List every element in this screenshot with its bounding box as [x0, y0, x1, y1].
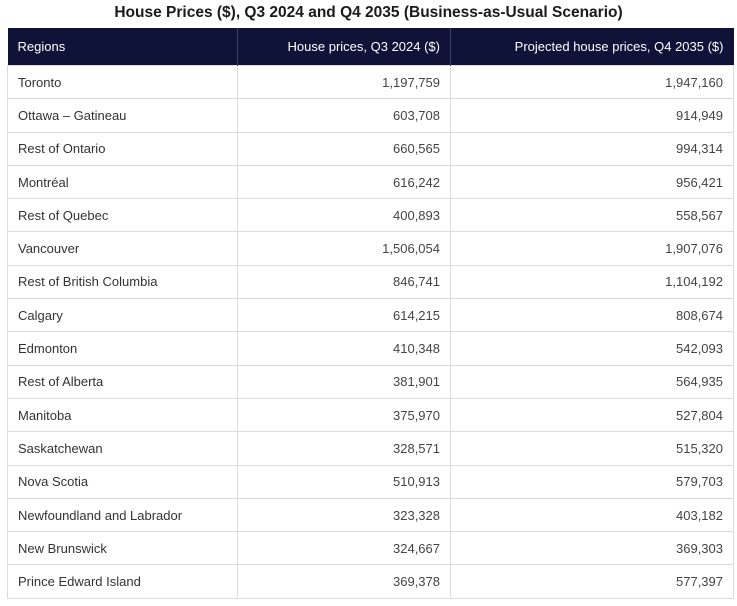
- q3-2024-price-cell: 323,328: [238, 498, 451, 531]
- q4-2035-price-cell: 1,907,076: [451, 232, 734, 265]
- table-row: [8, 465, 734, 498]
- q3-2024-price-cell: 328,571: [238, 432, 451, 465]
- table-row: [8, 565, 734, 598]
- region-cell: Rest of Quebec: [8, 199, 238, 232]
- chart-title: House Prices ($), Q3 2024 and Q4 2035 (Business-as-Usual Scenario): [114, 4, 623, 21]
- table-row: [8, 66, 734, 99]
- q3-2024-price-cell: 400,893: [238, 199, 451, 232]
- q4-2035-price-cell: 1,104,192: [451, 265, 734, 298]
- region-cell: Montréal: [8, 165, 238, 198]
- q3-2024-price-cell: 1,197,759: [238, 66, 451, 99]
- region-cell: Saskatchewan: [8, 432, 238, 465]
- table-row: [8, 398, 734, 431]
- region-cell: Ottawa – Gatineau: [8, 99, 238, 132]
- table-row: [8, 132, 734, 165]
- q4-2035-price-cell: 994,314: [451, 132, 734, 165]
- q3-2024-price-cell: 381,901: [238, 365, 451, 398]
- q4-2035-price-cell: 577,397: [451, 565, 734, 598]
- q4-2035-price-cell: 808,674: [451, 299, 734, 332]
- q4-2035-price-cell: 564,935: [451, 365, 734, 398]
- table-row: [8, 299, 734, 332]
- q4-2035-price-cell: 1,947,160: [451, 66, 734, 99]
- region-cell: Rest of Ontario: [8, 132, 238, 165]
- q4-2035-price-cell: 403,182: [451, 498, 734, 531]
- q4-2035-price-cell: 369,303: [451, 532, 734, 565]
- q3-2024-price-cell: 846,741: [238, 265, 451, 298]
- region-cell: Newfoundland and Labrador: [8, 498, 238, 531]
- q3-2024-price-cell: 410,348: [238, 332, 451, 365]
- table-row: [8, 498, 734, 531]
- table-row: [8, 199, 734, 232]
- q3-2024-price-cell: 324,667: [238, 532, 451, 565]
- region-cell: Edmonton: [8, 332, 238, 365]
- house-prices-table: [7, 28, 734, 599]
- q3-2024-price-cell: 603,708: [238, 99, 451, 132]
- region-cell: Rest of British Columbia: [8, 265, 238, 298]
- region-cell: Nova Scotia: [8, 465, 238, 498]
- table-row: [8, 332, 734, 365]
- table-row: [8, 232, 734, 265]
- region-cell: Rest of Alberta: [8, 365, 238, 398]
- header-row: [8, 28, 734, 66]
- table-row: [8, 532, 734, 565]
- table-row: [8, 265, 734, 298]
- q3-2024-price-cell: 369,378: [238, 565, 451, 598]
- q3-2024-price-cell: 510,913: [238, 465, 451, 498]
- region-cell: Calgary: [8, 299, 238, 332]
- q4-2035-price-cell: 515,320: [451, 432, 734, 465]
- q3-2024-price-cell: 660,565: [238, 132, 451, 165]
- column-header-q4-2035: Projected house prices, Q4 2035 ($): [451, 28, 734, 66]
- q4-2035-price-cell: 956,421: [451, 165, 734, 198]
- region-cell: Manitoba: [8, 398, 238, 431]
- q4-2035-price-cell: 527,804: [451, 398, 734, 431]
- q4-2035-price-cell: 914,949: [451, 99, 734, 132]
- table-row: [8, 432, 734, 465]
- q4-2035-price-cell: 558,567: [451, 199, 734, 232]
- region-cell: Toronto: [8, 66, 238, 99]
- table-header: [8, 28, 734, 66]
- q4-2035-price-cell: 542,093: [451, 332, 734, 365]
- table-row: [8, 165, 734, 198]
- q4-2035-price-cell: 579,703: [451, 465, 734, 498]
- region-cell: Prince Edward Island: [8, 565, 238, 598]
- region-cell: New Brunswick: [8, 532, 238, 565]
- column-header-regions: Regions: [8, 28, 238, 66]
- table-row: [8, 365, 734, 398]
- table-body: [8, 66, 734, 599]
- q3-2024-price-cell: 616,242: [238, 165, 451, 198]
- region-cell: Vancouver: [8, 232, 238, 265]
- q3-2024-price-cell: 375,970: [238, 398, 451, 431]
- q3-2024-price-cell: 614,215: [238, 299, 451, 332]
- table-row: [8, 99, 734, 132]
- q3-2024-price-cell: 1,506,054: [238, 232, 451, 265]
- column-header-q3-2024: House prices, Q3 2024 ($): [238, 28, 451, 66]
